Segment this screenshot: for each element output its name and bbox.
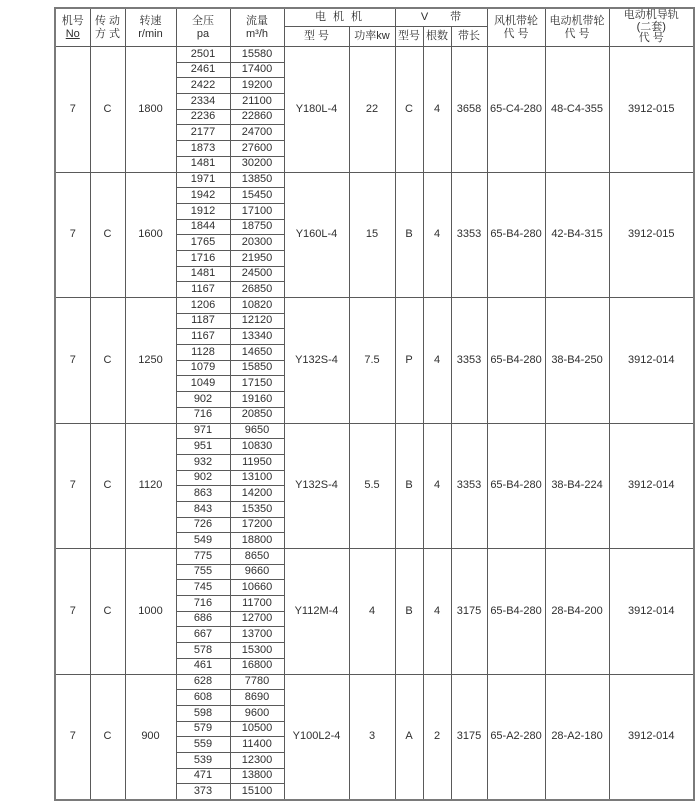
pressure-cell: 1167 (176, 329, 230, 345)
flow-cell: 13100 (230, 470, 284, 486)
flow-cell: 15350 (230, 501, 284, 517)
motor-power-cell: 15 (349, 172, 395, 298)
flow-cell: 15580 (230, 47, 284, 63)
belt-type-cell: B (395, 172, 423, 298)
pressure-cell: 579 (176, 721, 230, 737)
belt-count-cell: 4 (423, 47, 451, 173)
motor-model-cell: Y112M-4 (284, 549, 349, 675)
motor-power-cell: 4 (349, 549, 395, 675)
pressure-cell: 1716 (176, 250, 230, 266)
machine-no-cell: 7 (55, 423, 90, 549)
col-header-vbelt-model: 型号 (395, 27, 423, 47)
pressure-cell: 1206 (176, 298, 230, 314)
speed-cell: 900 (125, 674, 176, 800)
belt-count-cell: 2 (423, 674, 451, 800)
belt-type-cell: B (395, 423, 423, 549)
flow-cell: 21100 (230, 94, 284, 110)
pressure-cell: 1912 (176, 203, 230, 219)
flow-cell: 20300 (230, 235, 284, 251)
pressure-label: 全压 (192, 14, 214, 27)
table-row (55, 423, 694, 439)
pressure-cell: 667 (176, 627, 230, 643)
fan-pulley-code-cell: 65-B4-280 (487, 423, 545, 549)
flow-cell: 17150 (230, 376, 284, 392)
belt-count-cell: 4 (423, 298, 451, 424)
flow-cell: 9660 (230, 564, 284, 580)
flow-unit: m³/h (246, 27, 268, 40)
pressure-cell: 686 (176, 611, 230, 627)
motor-rail-label-l2: (二套) (636, 20, 666, 33)
pressure-cell: 461 (176, 658, 230, 674)
flow-cell: 10830 (230, 439, 284, 455)
motor-rail-code-cell: 3912-015 (609, 172, 694, 298)
drive-mode-label-l2: 方 式 (94, 27, 121, 40)
motor-model-cell: Y132S-4 (284, 298, 349, 424)
col-header-fan-pulley (487, 8, 545, 47)
motor-pulley-code-cell: 28-A2-180 (545, 674, 609, 800)
flow-cell: 7780 (230, 674, 284, 690)
pressure-cell: 863 (176, 486, 230, 502)
table-row (55, 172, 694, 188)
pressure-cell: 1079 (176, 360, 230, 376)
flow-cell: 14200 (230, 486, 284, 502)
motor-model-cell: Y132S-4 (284, 423, 349, 549)
belt-count-cell: 4 (423, 172, 451, 298)
belt-length-cell: 3353 (451, 298, 487, 424)
pressure-cell: 716 (176, 596, 230, 612)
pressure-cell: 373 (176, 784, 230, 800)
pressure-cell: 2461 (176, 62, 230, 78)
pressure-cell: 1187 (176, 313, 230, 329)
machine-no-cell: 7 (55, 298, 90, 424)
motor-rail-code-cell: 3912-014 (609, 423, 694, 549)
pressure-cell: 745 (176, 580, 230, 596)
machine-no-cell: 7 (55, 172, 90, 298)
flow-cell: 21950 (230, 250, 284, 266)
machine-no-label: 机号 (61, 14, 84, 27)
pressure-cell: 1765 (176, 235, 230, 251)
motor-pulley-code-cell: 42-B4-315 (545, 172, 609, 298)
pressure-cell: 1167 (176, 282, 230, 298)
col-header-machine-no (55, 8, 90, 47)
speed-cell: 1000 (125, 549, 176, 675)
col-header-speed (125, 8, 176, 47)
fan-pulley-code-cell: 65-A2-280 (487, 674, 545, 800)
fan-pulley-code-cell: 65-C4-280 (487, 47, 545, 173)
machine-no-unit: No (65, 27, 80, 40)
flow-cell: 13800 (230, 768, 284, 784)
pressure-unit: pa (196, 27, 210, 40)
machine-no-cell: 7 (55, 674, 90, 800)
motor-model-cell: Y180L-4 (284, 47, 349, 173)
flow-cell: 10660 (230, 580, 284, 596)
flow-label: 流量 (246, 14, 268, 27)
flow-cell: 13340 (230, 329, 284, 345)
flow-cell: 15300 (230, 643, 284, 659)
speed-cell: 1600 (125, 172, 176, 298)
belt-count-cell: 4 (423, 549, 451, 675)
flow-cell: 15850 (230, 360, 284, 376)
motor-power-cell: 7.5 (349, 298, 395, 424)
pressure-cell: 2177 (176, 125, 230, 141)
pressure-cell: 1844 (176, 219, 230, 235)
col-header-motor-rail (609, 8, 694, 47)
motor-pulley-code-cell: 38-B4-224 (545, 423, 609, 549)
pressure-cell: 549 (176, 533, 230, 549)
flow-cell: 15100 (230, 784, 284, 800)
flow-cell: 8650 (230, 549, 284, 565)
flow-cell: 19200 (230, 78, 284, 94)
flow-cell: 11700 (230, 596, 284, 612)
speed-cell: 1250 (125, 298, 176, 424)
pressure-cell: 578 (176, 643, 230, 659)
motor-pulley-code-cell: 48-C4-355 (545, 47, 609, 173)
flow-cell: 9600 (230, 705, 284, 721)
belt-type-cell: P (395, 298, 423, 424)
drive-mode-label-l1: 传 动 (94, 14, 121, 27)
pressure-cell: 726 (176, 517, 230, 533)
belt-type-cell: B (395, 549, 423, 675)
machine-no-cell: 7 (55, 47, 90, 173)
machine-no-cell: 7 (55, 549, 90, 675)
fan-pulley-code-cell: 65-B4-280 (487, 549, 545, 675)
motor-rail-code-cell: 3912-015 (609, 47, 694, 173)
motor-rail-code-cell: 3912-014 (609, 674, 694, 800)
fan-pulley-label-l1: 风机带轮 (494, 14, 538, 27)
flow-cell: 12300 (230, 752, 284, 768)
motor-pulley-code-cell: 28-B4-200 (545, 549, 609, 675)
flow-cell: 10820 (230, 298, 284, 314)
motor-rail-code-cell: 3912-014 (609, 298, 694, 424)
col-header-motor-model: 型 号 (284, 27, 349, 47)
pressure-cell: 2334 (176, 94, 230, 110)
pressure-cell: 539 (176, 752, 230, 768)
motor-rail-label-l3: 代 号 (638, 32, 664, 45)
fan-pulley-label-l2: 代 号 (503, 27, 529, 40)
pressure-cell: 902 (176, 470, 230, 486)
fan-pulley-code-cell: 65-B4-280 (487, 298, 545, 424)
table-row (55, 298, 694, 314)
table-row (55, 549, 694, 565)
col-group-motor: 电 机 机 (284, 8, 395, 27)
flow-cell: 18800 (230, 533, 284, 549)
pressure-cell: 1481 (176, 156, 230, 172)
pressure-cell: 1128 (176, 345, 230, 361)
flow-cell: 16800 (230, 658, 284, 674)
pressure-cell: 775 (176, 549, 230, 565)
pressure-cell: 755 (176, 564, 230, 580)
flow-cell: 22860 (230, 109, 284, 125)
belt-length-cell: 3175 (451, 674, 487, 800)
drive-mode-cell: C (90, 674, 125, 800)
pressure-cell: 2501 (176, 47, 230, 63)
col-header-vbelt-count: 根数 (423, 27, 451, 47)
col-header-motor-power: 功率kw (349, 27, 395, 47)
motor-pulley-label-l1: 电动机带轮 (549, 14, 605, 27)
flow-cell: 24500 (230, 266, 284, 282)
flow-cell: 13700 (230, 627, 284, 643)
pressure-cell: 1049 (176, 376, 230, 392)
pressure-cell: 902 (176, 392, 230, 408)
belt-length-cell: 3175 (451, 549, 487, 675)
belt-length-cell: 3353 (451, 423, 487, 549)
col-header-drive-mode (90, 8, 125, 47)
belt-length-cell: 3658 (451, 47, 487, 173)
flow-cell: 27600 (230, 141, 284, 157)
motor-power-cell: 5.5 (349, 423, 395, 549)
pressure-cell: 971 (176, 423, 230, 439)
flow-cell: 19160 (230, 392, 284, 408)
speed-cell: 1800 (125, 47, 176, 173)
motor-rail-label-l1: 电动机导轨 (623, 9, 679, 22)
pressure-cell: 608 (176, 690, 230, 706)
pressure-cell: 559 (176, 737, 230, 753)
flow-cell: 17200 (230, 517, 284, 533)
col-header-motor-pulley (545, 8, 609, 47)
table-row (55, 674, 694, 690)
fan-motor-spec-table (54, 7, 695, 801)
flow-cell: 17100 (230, 203, 284, 219)
flow-cell: 14650 (230, 345, 284, 361)
flow-cell: 8690 (230, 690, 284, 706)
flow-cell: 26850 (230, 282, 284, 298)
pressure-cell: 951 (176, 439, 230, 455)
drive-mode-cell: C (90, 172, 125, 298)
col-header-flow (230, 8, 284, 47)
speed-unit: r/min (138, 27, 163, 40)
table-row (55, 47, 694, 63)
pressure-cell: 1942 (176, 188, 230, 204)
flow-cell: 24700 (230, 125, 284, 141)
belt-count-cell: 4 (423, 423, 451, 549)
pressure-cell: 716 (176, 407, 230, 423)
pressure-cell: 2422 (176, 78, 230, 94)
flow-cell: 11950 (230, 454, 284, 470)
pressure-cell: 1481 (176, 266, 230, 282)
table-body (55, 47, 694, 801)
motor-model-cell: Y160L-4 (284, 172, 349, 298)
drive-mode-cell: C (90, 298, 125, 424)
drive-mode-cell: C (90, 47, 125, 173)
motor-power-cell: 22 (349, 47, 395, 173)
pressure-cell: 598 (176, 705, 230, 721)
motor-pulley-code-cell: 38-B4-250 (545, 298, 609, 424)
col-header-pressure (176, 8, 230, 47)
belt-type-cell: C (395, 47, 423, 173)
flow-cell: 20850 (230, 407, 284, 423)
speed-label: 转速 (139, 14, 162, 27)
flow-cell: 9650 (230, 423, 284, 439)
motor-pulley-label-l2: 代 号 (564, 27, 590, 40)
pressure-cell: 843 (176, 501, 230, 517)
fan-pulley-code-cell: 65-B4-280 (487, 172, 545, 298)
belt-length-cell: 3353 (451, 172, 487, 298)
pressure-cell: 932 (176, 454, 230, 470)
motor-rail-code-cell: 3912-014 (609, 549, 694, 675)
col-group-vbelt: V 带 (395, 8, 487, 27)
speed-cell: 1120 (125, 423, 176, 549)
drive-mode-cell: C (90, 549, 125, 675)
belt-type-cell: A (395, 674, 423, 800)
flow-cell: 10500 (230, 721, 284, 737)
flow-cell: 18750 (230, 219, 284, 235)
motor-model-cell: Y100L2-4 (284, 674, 349, 800)
drive-mode-cell: C (90, 423, 125, 549)
pressure-cell: 1971 (176, 172, 230, 188)
pressure-cell: 1873 (176, 141, 230, 157)
col-header-vbelt-length: 带长 (451, 27, 487, 47)
flow-cell: 30200 (230, 156, 284, 172)
pressure-cell: 628 (176, 674, 230, 690)
flow-cell: 11400 (230, 737, 284, 753)
flow-cell: 15450 (230, 188, 284, 204)
pressure-cell: 471 (176, 768, 230, 784)
pressure-cell: 2236 (176, 109, 230, 125)
table-header (55, 8, 694, 47)
flow-cell: 13850 (230, 172, 284, 188)
flow-cell: 12120 (230, 313, 284, 329)
flow-cell: 12700 (230, 611, 284, 627)
motor-power-cell: 3 (349, 674, 395, 800)
flow-cell: 17400 (230, 62, 284, 78)
